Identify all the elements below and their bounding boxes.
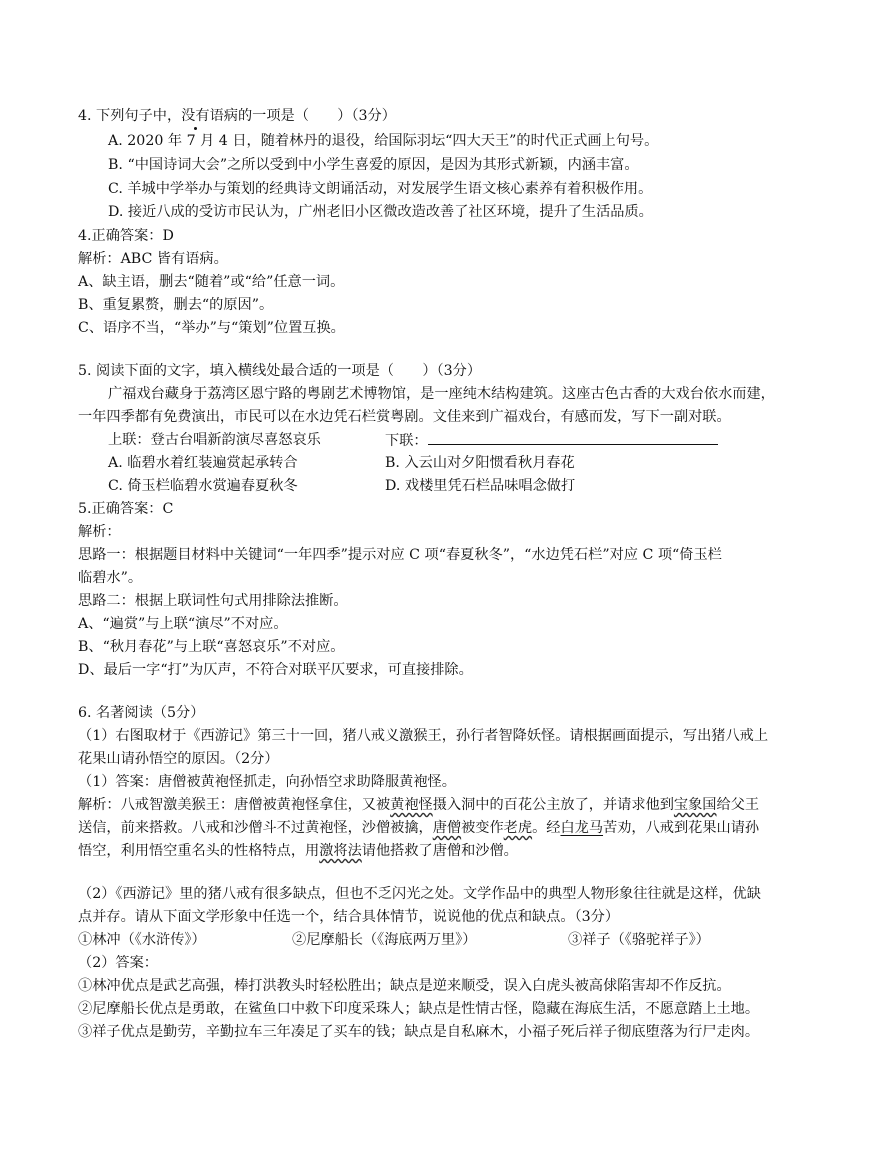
text-run: 苦劝，八戒到花果山请孙 bbox=[603, 820, 760, 836]
q6-sub1-line: （1）右图取材于《西游记》第三十一回，猪八戒义激猴王，孙行者智降妖怪。请根据画面提示，写出猪八戒上 bbox=[78, 728, 769, 744]
q6-choice-1: ①林冲（《水浒传》） bbox=[78, 932, 206, 948]
q6-title: 6. 名著阅读（5分） bbox=[78, 705, 205, 721]
text-run: 被变作 bbox=[461, 820, 504, 836]
text-run: 请他搭救了唐僧和沙僧。 bbox=[361, 843, 518, 859]
q6-sub1-analysis-line bbox=[78, 818, 759, 838]
q5-analysis-line: D、最后一字“打”为仄声，不符合对联平仄要求，可直接排除。 bbox=[78, 662, 473, 678]
q5-analysis-label: 解析： bbox=[78, 524, 121, 540]
q5-analysis-line: 临碧水”。 bbox=[78, 570, 143, 586]
q5-answer: 5.正确答案：C bbox=[78, 501, 174, 517]
q6-choice-2: ②尼摩船长（《海底两万里》） bbox=[292, 932, 477, 948]
text-run: 。经 bbox=[532, 820, 561, 836]
q4-option-d: D. 接近八成的受访市民认为，广州老旧小区微改造改善了社区环境，提升了生活品质。 bbox=[108, 204, 653, 220]
q6-sub2-answer-line: ②尼摩船长优点是勇敢，在鲨鱼口中救下印度采珠人；缺点是性情古怪，隐藏在海底生活，不愿意踏上土地。 bbox=[78, 1001, 760, 1017]
q5-lower-couplet bbox=[385, 430, 718, 451]
wavy-term: 唐僧 bbox=[432, 820, 462, 836]
q6-sub2-answer-label: （2）答案： bbox=[78, 955, 158, 971]
wavy-term: 激将法 bbox=[319, 843, 362, 859]
q5-option-c: C. 倚玉栏临碧水赏遍春夏秋冬 bbox=[108, 478, 298, 494]
q6-sub2-answer-line: ①林冲优点是武艺高强，棒打洪教头时轻松胜出；缺点是逆来顺受，误入白虎头被高俅陷害却不作反抗。 bbox=[78, 978, 731, 994]
wavy-term: 宝象国 bbox=[673, 797, 717, 813]
q6-sub1-analysis-line bbox=[78, 841, 518, 861]
q4-option-c: C. 羊城中学举办与策划的经典诗文朗诵活动，对发展学生语文核心素养有着积极作用。 bbox=[108, 181, 653, 197]
q6-sub1-line: 花果山请孙悟空的原因。（2分） bbox=[78, 751, 279, 767]
q4-stem-prefix: 4. 下列句子中， bbox=[78, 108, 182, 124]
text-run: 解析：八戒智激美猴王：唐僧被黄袍怪拿住，又被 bbox=[78, 797, 391, 813]
q4-option-a: A. 2020 年 7 月 4 日，随着林丹的退役，给国际羽坛“四大天王”的时代正式画上句号。 bbox=[108, 133, 659, 149]
q5-option-b: B. 入云山对夕阳惯看秋月春花 bbox=[385, 455, 575, 471]
q6-sub1-analysis-line bbox=[78, 795, 759, 815]
q5-answer-blank bbox=[428, 430, 718, 445]
q6-sub2-line: 点并存。请从下面文学形象中任选一个，结合具体情节，说说他的优点和缺点。（3分） bbox=[78, 909, 620, 925]
q6-sub1-answer: （1）答案：唐僧被黄袍怪抓走，向孙悟空求助降服黄袍怪。 bbox=[78, 774, 456, 790]
q4-stem-emphasis: 没有 bbox=[181, 108, 210, 124]
q5-option-a: A. 临碧水着红装遍赏起承转合 bbox=[108, 455, 298, 471]
underlined-term: 白龙马 bbox=[560, 820, 604, 836]
q4-answer: 4.正确答案：D bbox=[78, 228, 174, 244]
q4-stem bbox=[78, 106, 396, 126]
text-run: 悟空，利用悟空重名头的性格特点，用 bbox=[78, 843, 320, 859]
q5-analysis-line: 思路一：根据题目材料中关键词“一年四季”提示对应 C 项“春夏秋冬”，“水边凭石栏”对应 C 项“倚玉栏 bbox=[78, 547, 722, 563]
q5-stem: 5. 阅读下面的文字，填入横线处最合适的一项是（ ）（3分） bbox=[78, 363, 482, 379]
q5-passage-line: 广福戏台藏身于荔湾区恩宁路的粤剧艺术博物馆，是一座纯木结构建筑。这座古色古香的大戏台依水而建， bbox=[108, 386, 775, 402]
text-run: 给父王 bbox=[716, 797, 760, 813]
wavy-term: 黄袍怪 bbox=[390, 797, 433, 813]
q5-analysis-line: A、“遍赏”与上联“演尽”不对应。 bbox=[78, 616, 288, 632]
q5-upper-couplet: 上联：登古台唱新韵演尽喜怒哀乐 bbox=[108, 432, 321, 448]
q4-option-b: B. “中国诗词大会”之所以受到中小学生喜爱的原因，是因为其形式新颖，内涵丰富。 bbox=[108, 157, 639, 173]
q5-analysis-line: 思路二：根据上联词性句式用排除法推断。 bbox=[78, 593, 348, 609]
q4-analysis-line: 解析：ABC 皆有语病。 bbox=[78, 251, 228, 267]
q5-option-d: D. 戏楼里凭石栏品味唱念做打 bbox=[385, 478, 576, 494]
q6-sub2-line: （2）《西游记》里的猪八戒有很多缺点，但也不乏闪光之处。文学作品中的典型人物形象往往就是这样，优缺 bbox=[78, 886, 761, 902]
text-run: 送信，前来搭救。八戒和沙僧斗不过黄袍怪，沙僧被擒， bbox=[78, 820, 433, 836]
q4-stem-suffix: 语病的一项是（ ）（3分） bbox=[209, 108, 396, 124]
q4-analysis-line: A、缺主语，删去“随着”或“给”任意一词。 bbox=[78, 274, 345, 290]
q4-analysis-line: B、重复累赘，删去“的原因”。 bbox=[78, 297, 274, 313]
text-run: 摄入洞中的百花公主放了，并请求他到 bbox=[432, 797, 674, 813]
q5-analysis-line: B、“秋月春花”与上联“喜怒哀乐”不对应。 bbox=[78, 639, 345, 655]
q6-sub2-answer-line: ③祥子优点是勤劳，辛勤拉车三年凑足了买车的钱；缺点是自私麻木，小福子死后祥子彻底堕落为行尸走肉。 bbox=[78, 1024, 760, 1040]
q4-analysis-line: C、语序不当，“举办”与“策划”位置互换。 bbox=[78, 320, 345, 336]
q5-lower-label: 下联： bbox=[385, 433, 428, 449]
q5-passage-line: 一年四季都有免费演出，市民可以在水边凭石栏赏粤剧。文佳来到广福戏台，有感而发，写下一副对联。 bbox=[78, 409, 731, 425]
wavy-term: 老虎 bbox=[503, 820, 533, 836]
q6-choice-3: ③祥子（《骆驼祥子》） bbox=[568, 932, 710, 948]
